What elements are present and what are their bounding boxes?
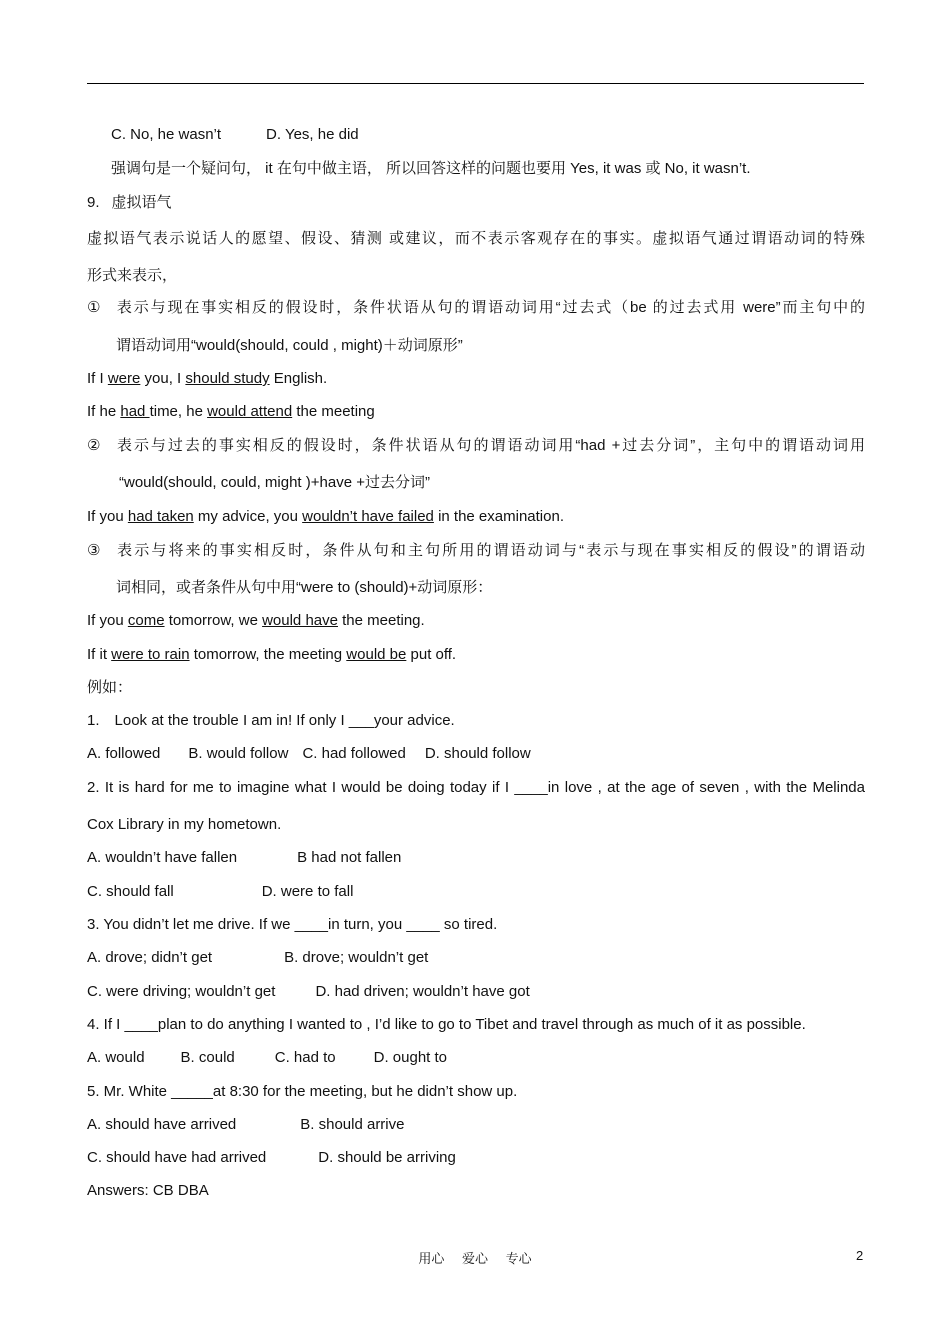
example-line: If you come tomorrow, we would have the meeting. xyxy=(87,612,425,629)
question-3-options: C. were driving; wouldn’t get D. had driven; wouldn’t have got xyxy=(87,983,530,1000)
option-line: C. No, he wasn’t D. Yes, he did xyxy=(111,126,359,143)
example-line: If it were to rain tomorrow, the meeting would be put off. xyxy=(87,646,457,663)
page-footer: 用心 爱心 专心 xyxy=(418,1251,532,1266)
page-number: 2 xyxy=(856,1248,864,1263)
question-2-options: A. wouldn’t have fallen B had not fallen xyxy=(87,849,402,866)
header-rule xyxy=(87,83,864,84)
paragraph-line: 虚拟语气表示说话人的愿望、假设、猜测 或建议，而不表示客观存在的事实。虚拟语气通过谓语动词的特殊 xyxy=(87,230,865,247)
question-5: 5. Mr. White _____at 8:30 for the meeting, but he didn’t show up. xyxy=(87,1083,518,1100)
question-1-options: A. followed B. would follow C. had followed D. should follow xyxy=(87,745,531,762)
paragraph-line: 形式来表示， xyxy=(87,267,178,284)
example-line: If you had taken my advice, you wouldn’t have failed in the examination. xyxy=(87,508,564,525)
question-4: 4. If I ____plan to do anything I wanted to , I’d like to go to Tibet and travel through as much of it as possible. xyxy=(87,1016,806,1033)
question-2: 2. It is hard for me to imagine what I would be doing today if I ____in love , at the age of seven , with the Melinda xyxy=(87,779,865,796)
rule-1-cont: 谓语动词用“would(should, could , might)＋动词原形” xyxy=(116,337,463,354)
rule-3-line: ③ 表示与将来的事实相反时，条件从句和主句所用的谓语动词与“表示与现在事实相反的假设”的谓语动 xyxy=(87,542,865,559)
section-heading: 9. 虚拟语气 xyxy=(87,194,172,211)
rule-3-cont: 词相同，或者条件从句中用“were to (should)+动词原形： xyxy=(116,579,493,596)
explanation-line: 强调句是一个疑问句， it 在句中做主语， 所以回答这样的问题也要用 Yes, it was 或 No, it wasn’t. xyxy=(111,160,751,177)
examples-heading: 例如： xyxy=(87,679,133,696)
question-5-options: A. should have arrived B. should arrive xyxy=(87,1116,405,1133)
example-line: If he had time, he would attend the meeting xyxy=(87,403,375,420)
question-5-options: C. should have had arrived D. should be arriving xyxy=(87,1149,456,1166)
question-3-options: A. drove; didn’t get B. drove; wouldn’t get xyxy=(87,949,429,966)
example-line: If I were you, I should study English. xyxy=(87,370,328,387)
question-4-options: A. would B. could C. had to D. ought to xyxy=(87,1049,448,1066)
answers-line: Answers: CB DBA xyxy=(87,1182,209,1199)
rule-2-cont: “would(should, could, might )+have +过去分词” xyxy=(119,474,430,491)
question-1: 1. Look at the trouble I am in! If only I ___your advice. xyxy=(87,712,455,729)
rule-2-line: ② 表示与过去的事实相反的假设时，条件状语从句的谓语动词用“had +过去分词”，主句中的谓语动词用 xyxy=(87,437,865,454)
question-2-cont: Cox Library in my hometown. xyxy=(87,816,282,833)
question-2-options: C. should fall D. were to fall xyxy=(87,883,354,900)
question-3: 3. You didn’t let me drive. If we ____in turn, you ____ so tired. xyxy=(87,916,498,933)
rule-1-line: ① 表示与现在事实相反的假设时，条件状语从句的谓语动词用“过去式（be 的过去式用 were”而主句中的 xyxy=(87,299,865,316)
